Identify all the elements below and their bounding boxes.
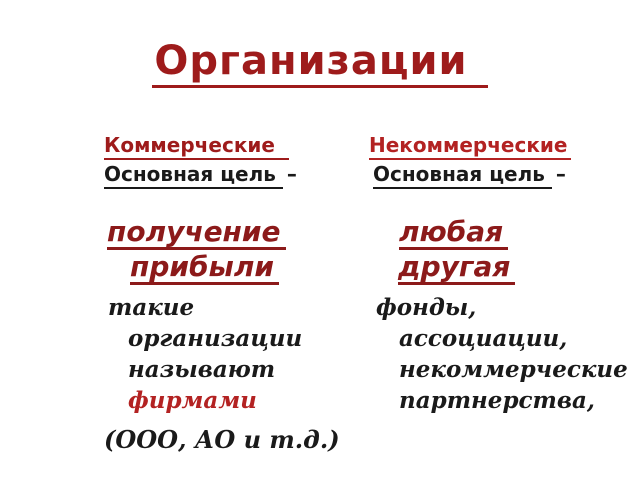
commercial-note: (ООО, АО и т.д.) [104,425,340,454]
noncommercial-body-line: партнерства, [399,387,595,414]
commercial-body-line: называют [128,356,276,383]
slide-title-row [0,38,640,88]
noncommercial-goal-line-1: любая [399,217,508,250]
commercial-goal-line-2: прибыли [130,252,279,285]
noncommercial-body [369,292,631,416]
commercial-subheader-dash: – [286,162,297,186]
noncommercial-header-row [369,131,631,160]
commercial-goal-line-1: получение [107,217,286,250]
commercial-body [104,292,366,416]
slide-title: Организации [152,38,487,88]
commercial-subheader-row [104,160,366,189]
noncommercial-header: Некоммерческие [369,133,571,160]
noncommercial-body-line: фонды, [376,294,477,321]
noncommercial-body-line: некоммерческие [399,356,628,383]
noncommercial-goal [369,215,631,285]
noncommercial-body-line: ассоциации, [399,325,568,352]
commercial-body-line: такие [108,294,195,321]
column-commercial [104,131,366,454]
commercial-header: Коммерческие [104,133,289,160]
commercial-body-highlight: фирмами [128,387,257,414]
noncommercial-subheader-row [369,160,631,189]
commercial-goal [104,215,366,285]
commercial-subheader: Основная цель [104,162,283,189]
commercial-body-line: организации [128,325,303,352]
column-noncommercial [369,131,631,416]
noncommercial-goal-line-2: другая [398,252,515,285]
noncommercial-subheader-dash: – [555,162,566,186]
noncommercial-subheader: Основная цель [373,162,552,189]
commercial-header-row [104,131,366,160]
